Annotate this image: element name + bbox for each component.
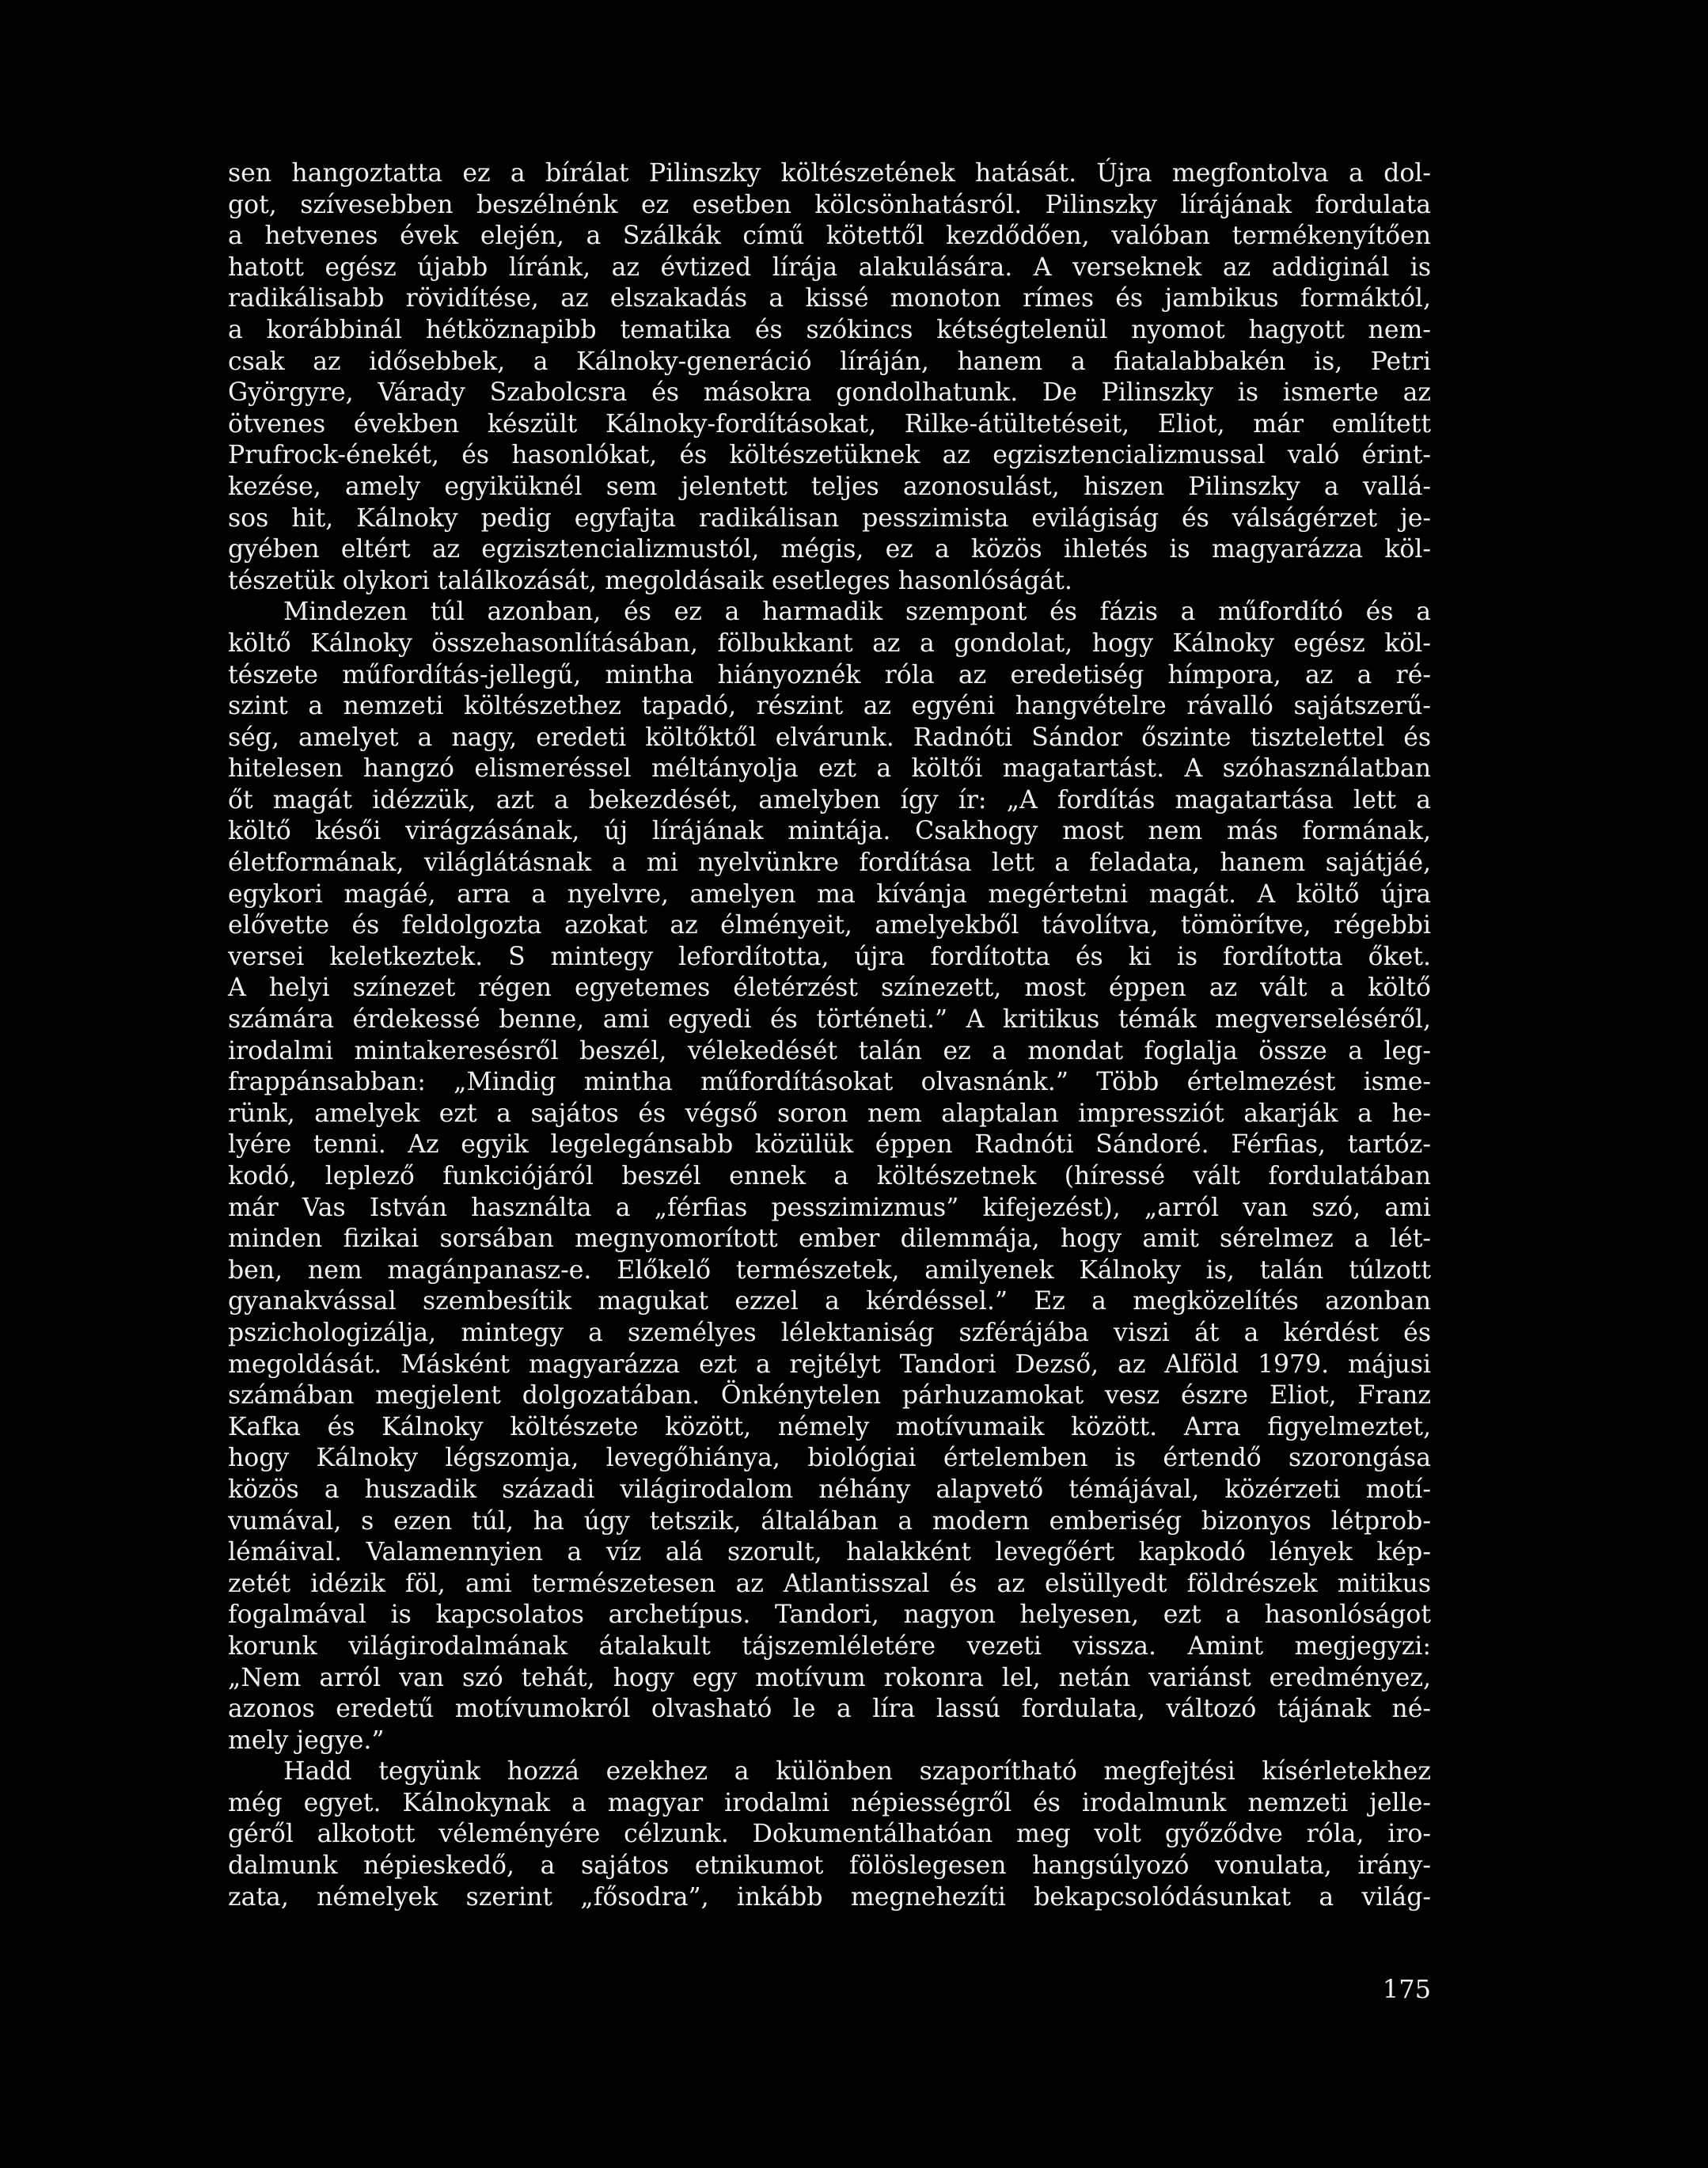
paragraph-end-line: mely jegye.” [228, 1726, 385, 1755]
text-line: szint a nemzeti költészethez tapadó, részint az egyéni hangvételre rávalló sajátszerű- [228, 692, 1431, 721]
text-line: pszichologizálja, mintegy a személyes lélektaniság szférájába viszi át a kérdést és [228, 1318, 1431, 1347]
text-line: költő Kálnoky összehasonlításában, fölbukkant az a gondolat, hogy Kálnoky egész köl- [228, 628, 1431, 658]
text-line: sos hit, Kálnoky pedig egyfajta radikálisan pesszimista evilágiság és válságérzet je- [228, 503, 1431, 533]
text-line: még egyet. Kálnokynak a magyar irodalmi népiességről és irodalmunk nemzeti jelle- [228, 1788, 1431, 1817]
text-line: hogy Kálnoky légszomja, levegőhiánya, biológiai értelemben is értendő szorongása [228, 1444, 1431, 1473]
text-line: zata, némelyek szerint „fősodra”, inkább megnehezíti bekapcsolódásunkat a világ- [228, 1882, 1431, 1912]
text-line: got, szívesebben beszélnénk ez esetben kölcsönhatásról. Pilinszky lírájának fordulata [228, 190, 1431, 219]
text-line: versei keletkeztek. S mintegy lefordította, újra fordította és ki is fordította őket. [228, 942, 1431, 971]
text-line: Kafka és Kálnoky költészete között, némely motívumaik között. Arra figyelmeztet, [228, 1412, 1431, 1441]
text-line: már Vas István használta a „férfias pesszimizmus” kifejezést), „arról van szó, ami [228, 1193, 1431, 1222]
text-line: vumával, s ezen túl, ha úgy tetszik, általában a modern emberiség bizonyos létprob- [228, 1506, 1431, 1536]
text-line: dalmunk népieskedő, a sajátos etnikumot fölöslegesen hangsúlyozó vonulata, irány- [228, 1851, 1431, 1881]
text-line: rünk, amelyek ezt a sajátos és végső soron nem alaptalan impressziót akarják a he- [228, 1099, 1431, 1128]
text-line: kodó, leplező funkciójáról beszél ennek a költészetnek (híressé vált fordulatában [228, 1162, 1431, 1190]
text-line: Prufrock-énekét, és hasonlókat, és költészetüknek az egzisztencializmussal való érint- [228, 441, 1431, 470]
paragraph-end-line: tészetük olykori találkozását, megoldásaik esetleges hasonlóságát. [228, 566, 1072, 595]
text-line: lyére tenni. Az egyik legelegánsabb közülük éppen Radnóti Sándoré. Férfias, tartóz- [228, 1130, 1431, 1160]
text-line: irodalmi mintakeresésről beszél, vélekedését talán ez a mondat foglalja össze a leg- [228, 1036, 1431, 1065]
text-line: radikálisabb rövidítése, az elszakadás a kissé monoton rímes és jambikus formáktól, [228, 284, 1431, 313]
text-line: hatott egész újabb líránk, az évtized lírája alakulására. A verseknek az addiginál is [228, 252, 1431, 282]
text-line: számában megjelent dolgozatában. Önkénytelen párhuzamokat vesz észre Eliot, Franz [228, 1381, 1431, 1411]
text-line: azonos eredetű motívumokról olvasható le a líra lassú fordulata, változó tájának né- [228, 1695, 1431, 1724]
text-line: megoldását. Másként magyarázza ezt a rejtélyt Tandori Dezső, az Alföld 1979. májusi [228, 1350, 1431, 1379]
text-line: minden fizikai sorsában megnyomorított ember dilemmája, hogy amit sérelmez a lét- [228, 1224, 1431, 1254]
text-line: frappánsabban: „Mindig mintha műfordításokat olvasnánk.” Több értelmezést isme- [228, 1068, 1431, 1097]
text-line: tészete műfordítás-jellegű, mintha hiányoznék róla az eredetiség hímpora, az a ré- [228, 660, 1431, 689]
text-line: számára érdekessé benne, ami egyedi és történeti.” A kritikus témák megverseléséről, [228, 1005, 1431, 1035]
page-number: 175 [1382, 1974, 1431, 2004]
text-line: gyében eltért az egzisztencializmustól, mégis, ez a közös ihletés is magyarázza köl- [228, 535, 1431, 564]
text-line: „Nem arról van szó tehát, hogy egy motívum rokonra lel, netán variánst eredményez, [228, 1663, 1431, 1692]
text-line: a hetvenes évek elején, a Szálkák című kötettől kezdődően, valóban termékenyítően [228, 222, 1431, 251]
text-line: korunk világirodalmának átalakult tájszemléletére vezeti vissza. Amint megjegyzi: [228, 1631, 1431, 1661]
text-line: őt magát idézzük, azt a bekezdését, amelyben így ír: „A fordítás magatartása lett a [228, 785, 1431, 814]
text-line: életformának, világlátásnak a mi nyelvünkre fordítása lett a feladata, hanem sajátjáé, [228, 849, 1431, 878]
paragraph-start-line: Hadd tegyünk hozzá ezekhez a különben szaporítható megfejtési kísérletekhez [283, 1757, 1431, 1786]
text-line: költő késői virágzásának, új lírájának mintája. Csakhogy most nem más formának, [228, 817, 1431, 846]
text-line: géről alkotott véleményére célzunk. Dokumentálhatóan meg volt győződve róla, iro- [228, 1820, 1431, 1849]
text-line: zetét idézik föl, ami természetesen az Atlantisszal és az elsüllyedt földrészek mitikus [228, 1569, 1431, 1598]
text-line: kezése, amely egyiküknél sem jelentett teljes azonosulást, hiszen Pilinszky a vallá- [228, 472, 1431, 501]
text-line: csak az idősebbek, a Kálnoky-generáció líráján, hanem a fiatalabbakén is, Petri [228, 347, 1431, 376]
text-line: A helyi színezet régen egyetemes életérzést színezett, most éppen az vált a költő [228, 974, 1431, 1003]
text-line: gyanakvással szembesítik magukat ezzel a kérdéssel.” Ez a megközelítés azonban [228, 1287, 1431, 1316]
body-text [228, 158, 1431, 1913]
text-line: közös a huszadik századi világirodalom néhány alapvető témájával, közérzeti motí- [228, 1475, 1431, 1504]
paragraph-start-line: Mindezen túl azonban, és ez a harmadik szempont és fázis a műfordító és a [283, 598, 1431, 627]
text-line: hitelesen hangzó elismeréssel méltányolja ezt a költői magatartást. A szóhasználatban [228, 754, 1431, 784]
text-line: elővette és feldolgozta azokat az élményeit, amelyekből távolítva, tömörítve, régebbi [228, 911, 1431, 940]
text-line: ben, nem magánpanasz-e. Előkelő természetek, amilyenek Kálnoky is, talán túlzott [228, 1255, 1431, 1285]
text-line: egykori magáé, arra a nyelvre, amelyen ma kívánja megértetni magát. A költő újra [228, 879, 1431, 909]
text-line: Györgyre, Várady Szabolcsra és másokra gondolhatunk. De Pilinszky is ismerte az [228, 378, 1431, 408]
text-line: a korábbinál hétköznapibb tematika és szókincs kétségtelenül nyomot hagyott nem- [228, 315, 1431, 344]
text-line: lémáival. Valamennyien a víz alá szorult, halakként levegőért kapkodó lények kép- [228, 1538, 1431, 1567]
text-line: sen hangoztatta ez a bírálat Pilinszky költészetének hatását. Újra megfontolva a dol- [228, 159, 1431, 188]
text-line: ötvenes években készült Kálnoky-fordításokat, Rilke-átültetéseit, Eliot, már említett [228, 409, 1431, 439]
text-line: fogalmával is kapcsolatos archetípus. Tandori, nagyon helyesen, ezt a hasonlóságot [228, 1600, 1431, 1630]
text-line: ség, amelyet a nagy, eredeti költőktől elvárunk. Radnóti Sándor őszinte tisztelettel és [228, 723, 1431, 752]
